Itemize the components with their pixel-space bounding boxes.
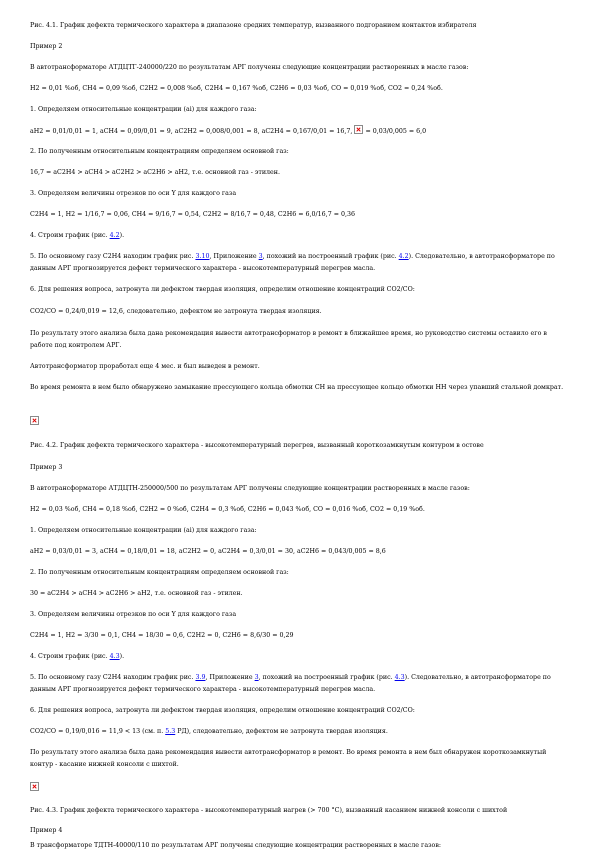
example-3-step-4 bbox=[30, 651, 570, 663]
link-fig-4-2-b[interactable]: 4.2 bbox=[398, 253, 409, 260]
example-2-step-3: 3. Определяем величины отрезков по оси Y для каждого газа bbox=[30, 190, 237, 197]
example-4-intro: В трансформаторе ТДТН-40000/110 по результатам АРГ получены следующие концентрации растворенных в масле газов: bbox=[30, 842, 441, 849]
example-2-result: По результату этого анализа была дана рекомендация вывести автотрансформатор в ремонт в ближайшее время, но руководство системы оставило его в работе под контролем АРГ. bbox=[30, 330, 547, 349]
example-2-co-ratio: СО2/СО = 0,24/0,019 = 12,6, следовательно, дефектом не затронута твердая изоляция. bbox=[30, 308, 322, 315]
example-2-gases: Н2 = 0,01 %об, СН4 = 0,09 %об, С2Н2 = 0,008 %об, С2Н4 = 0,167 %об, С2Н6 = 0,03 %об, СО = 0,019 %об, СО2 = 0,24 %об. bbox=[30, 85, 443, 92]
figure-caption-4-1: Рис. 4.1. График дефекта термического характера в диапазоне средних температур, вызванного подгоранием контактов избирателя bbox=[30, 22, 477, 29]
step-5-text-mid: , Приложение bbox=[205, 674, 255, 681]
example-3-result: По результату этого анализа была дана рекомендация вывести автотрансформатор в ремонт. Во время ремонта в нем был обнаружен короткозамкнутый контур - касание нижней консоли с шихтой. bbox=[30, 749, 547, 768]
figure-caption-4-2: Рис. 4.2. График дефекта термического характера - высокотемпературный перегрев, вызванный короткозамкнутым контуром в остове bbox=[30, 442, 484, 449]
example-2-step-1: 1. Определяем относительные концентрации (ai) для каждого газа: bbox=[30, 106, 257, 113]
example-2-segments: С2Н4 = 1, Н2 = 1/16,7 = 0,06, СН4 = 9/16,7 = 0,54, С2Н2 = 8/16,7 = 0,48, С2Н6 = 6,0/16,7 = 0,36 bbox=[30, 211, 355, 218]
example-2-order: 16,7 = aС2Н4 > aСН4 > aС2Н2 > aС2Н6 > aН2, т.е. основной газ - этилен. bbox=[30, 169, 280, 176]
co-ratio-text-end: РД), следовательно, дефектом не затронута твердая изоляция. bbox=[175, 728, 388, 735]
link-fig-4-3[interactable]: 4.3 bbox=[109, 653, 120, 660]
step-5-text-end: ). Следовательно, в автотрансформаторе по данным АРГ прогнозируется дефект термического характера - высокотемпературный перегрев масла. bbox=[30, 674, 551, 693]
example-3-order: 30 = aС2Н4 > aСН4 > aС2Н6 > aН2, т.е. основной газ - этилен. bbox=[30, 590, 243, 597]
example-3-segments: С2Н4 = 1, Н2 = 3/30 = 0,1, СН4 = 18/30 = 0,6, С2Н2 = 0, С2Н6 = 8,6/30 = 0,29 bbox=[30, 632, 294, 639]
example-4-heading: Пример 4 bbox=[30, 827, 63, 834]
example-2-step-2: 2. По полученным относительным концентрациям определяем основной газ: bbox=[30, 148, 289, 155]
ratios-text-a: aН2 = 0,01/0,01 = 1, aСН4 = 0,09/0,01 = 9, aС2Н2 = 0,008/0,001 = 8, aС2Н4 = 0,167/0,01 = 16,7, bbox=[30, 128, 353, 135]
example-2-step-4 bbox=[30, 230, 570, 242]
co-ratio-text: СО2/СО = 0,19/0,016 = 11,9 < 13 (см. п. bbox=[30, 728, 166, 735]
broken-figure-4-2-icon bbox=[30, 416, 39, 425]
example-2-after: Автотрансформатор проработал еще 4 мес. и был выведен в ремонт. bbox=[30, 363, 260, 370]
step-4-text-end: ). bbox=[119, 232, 125, 239]
step-5-text-end: ). Следовательно, в автотрансформаторе по данным АРГ прогнозируется дефект термического характера - высокотемпературный перегрев масла. bbox=[30, 253, 555, 272]
step-5-text: 5. По основному газу С2Н4 находим график рис. bbox=[30, 253, 196, 260]
example-3-step-6: 6. Для решения вопроса, затронута ли дефектом твердая изоляция, определим отношение концентраций СО2/СО: bbox=[30, 707, 415, 714]
step-5-text: 5. По основному газу С2Н4 находим график рис. bbox=[30, 674, 196, 681]
step-5-text-mid2: , похожий на построенный график (рис. bbox=[262, 253, 399, 260]
step-4-text: 4. Строим график (рис. bbox=[30, 653, 110, 660]
example-3-step-1: 1. Определяем относительные концентрации (ai) для каждого газа: bbox=[30, 527, 257, 534]
example-3-gases: Н2 = 0,03 %об, СН4 = 0,18 %об, С2Н2 = 0 %об, С2Н4 = 0,3 %об, С2Н6 = 0,043 %об, СО = 0,016 %об, СО2 = 0,19 %об. bbox=[30, 506, 425, 513]
figure-caption-4-3: Рис. 4.3. График дефекта термического характера - высокотемпературный нагрев (> 700 °С), вызванный касанием нижней консоли с шихтой bbox=[30, 807, 508, 814]
example-2-step-5 bbox=[30, 251, 570, 275]
link-appendix-3[interactable]: 3 bbox=[258, 253, 263, 260]
example-2-step-6: 6. Для решения вопроса, затронута ли дефектом твердая изоляция, определим отношение концентраций СО2/СО: bbox=[30, 286, 415, 293]
example-2-repair: Во время ремонта в нем было обнаружено замыкание прессующего кольца обмотки СН на прессующее кольцо обмотки НН через упавший стальной домкрат. bbox=[30, 384, 564, 391]
example-3-intro: В автотрансформаторе АТДЦТН-250000/500 по результатам АРГ получены следующие концентрации растворенных в масле газов: bbox=[30, 485, 470, 492]
link-fig-3-10[interactable]: 3.10 bbox=[195, 253, 210, 260]
example-2-intro: В автотрансформаторе АТДЦТГ-240000/220 по результатам АРГ получены следующие концентрации растворенных в масле газов: bbox=[30, 64, 469, 71]
link-fig-4-3-b[interactable]: 4.3 bbox=[394, 674, 405, 681]
step-5-text-mid2: , похожий на построенный график (рис. bbox=[258, 674, 395, 681]
example-3-heading: Пример 3 bbox=[30, 464, 63, 471]
example-2-heading: Пример 2 bbox=[30, 43, 63, 50]
step-4-text-end: ). bbox=[119, 653, 125, 660]
example-2-ratios bbox=[30, 125, 570, 138]
example-3-step-2: 2. По полученным относительным концентрациям определяем основной газ: bbox=[30, 569, 289, 576]
broken-figure-4-3-icon bbox=[30, 782, 39, 791]
link-appendix-3[interactable]: 3 bbox=[254, 674, 259, 681]
link-fig-3-9[interactable]: 3.9 bbox=[195, 674, 206, 681]
example-3-co-ratio bbox=[30, 726, 570, 738]
ratios-text-b: = 0,03/0,005 = 6,0 bbox=[365, 128, 427, 135]
step-5-text-mid: , Приложение bbox=[209, 253, 259, 260]
link-fig-4-2[interactable]: 4.2 bbox=[109, 232, 120, 239]
example-3-step-3: 3. Определяем величины отрезков по оси Y для каждого газа bbox=[30, 611, 237, 618]
broken-formula-image-icon bbox=[354, 125, 363, 134]
step-4-text: 4. Строим график (рис. bbox=[30, 232, 110, 239]
link-clause-5-3[interactable]: 5.3 bbox=[165, 728, 176, 735]
example-3-step-5 bbox=[30, 672, 570, 696]
example-3-ratios: aН2 = 0,03/0,01 = 3, aСН4 = 0,18/0,01 = 18, aС2Н2 = 0, aС2Н4 = 0,3/0,01 = 30, aС2Н6 = 0,043/0,005 = 8,6 bbox=[30, 548, 386, 555]
